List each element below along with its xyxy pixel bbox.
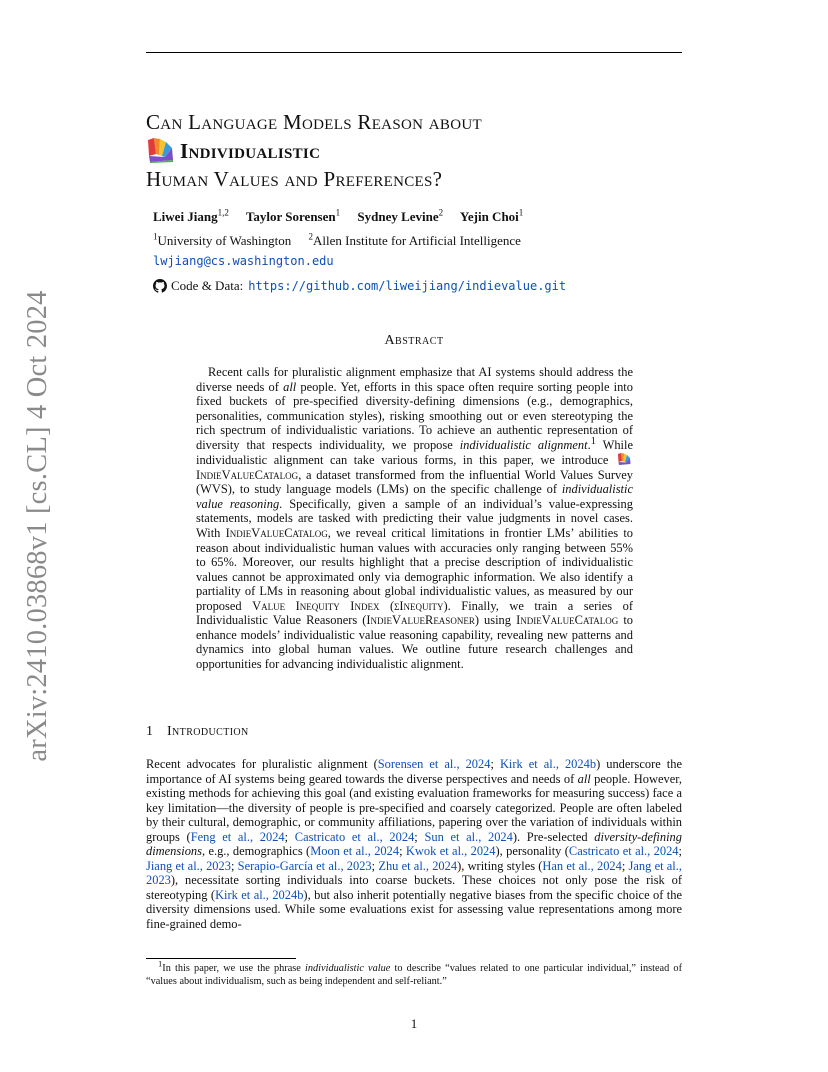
citation-link[interactable]: Castricato et al., 2024 [568,844,679,859]
title-line-2-text: Individualistic [180,139,321,163]
introduction-body [146,757,682,932]
author-email[interactable]: lwjiang@cs.washington.edu [153,254,334,268]
affiliation: $^1$University of Washington [153,231,292,248]
github-icon [153,279,167,293]
section-title: Introduction [167,724,249,739]
arxiv-sidebar [18,290,58,762]
footnote: $^1$In this paper, we use the phrase individualistic value to describe “values related to one particular individual,” instead of “values about individualism, such as being independent and self-reliant.” [146,958,683,987]
header-rule [146,52,682,53]
citation-link[interactable]: Moon et al., 2024 [310,844,400,859]
code-url[interactable]: https://github.com/liweijiang/indievalue.git [248,279,567,293]
indievalue-logo-icon [617,452,631,466]
section-heading [146,724,249,740]
author: Liwei Jiang$^{1,2}$ [153,207,229,224]
author: Sydney Levine$^2$ [357,207,444,224]
arxiv-id[interactable]: arXiv:2410.03868v1 [cs.CL] 4 Oct 2024 [22,290,53,762]
citation-link[interactable]: Jiang et al., 2023 [146,858,231,873]
citation-link[interactable]: Sorensen et al., 2024 [377,757,491,771]
citation-link[interactable]: Han et al., 2024 [542,858,622,873]
title-line-3: Human Values and Preferences? [146,167,443,191]
author: Yejin Choi$^1$ [459,207,524,224]
abstract-heading: Abstract [384,333,444,348]
paper-title [146,108,706,193]
section-number: 1 [146,724,153,739]
abstract-body [196,365,633,671]
author-list [153,209,537,225]
citation-link[interactable]: Kirk et al., 2024b [499,757,597,771]
citation-link[interactable]: Serapio-García et al., 2023 [237,858,372,873]
footnote-mark: 1 [158,958,163,969]
abstract-paragraph: Recent calls for pluralistic alignment emphasize that AI systems should address the diverse needs of all people. Yet, efforts in this space often require sorting people into fixed buckets of pre-specified diversity-defining dimensions (e.g., demographics, personalities, communication styles), risking smoothing out or even stereotyping the rich spectrum of individualistic variations. To achieve an authentic representation of diversity that respects individuality, we propose individualistic alignment.$^1$ While individualistic alignment can take various forms, in this paper, we introduce IndieValueCatalog, a dataset transformed from the influential World Values Survey (WVS), to study language models (LMs) on the specific challenge of individualistic value reasoning. Specifically, given a sample of an individual’s value-expressing statements, models are tasked with predicting their value judgments in novel cases. With IndieValueCatalog, we reveal critical limitations in frontier LMs’ abilities to reason about individualistic human values with accuracies only ranging between 55% to 65%. Moreover, our results highlight that a precise description of individualistic values cannot be approximated only via demographic information. We also identify a partiality of LMs in reasoning about global individualistic values, as measured by our proposed Value Inequity Index (σInequity). Finally, we train a series of Individualistic Value Reasoners (IndieValueReasoner) using IndieValueCatalog to enhance models’ individualistic value reasoning capability, revealing new patterns and dynamics into global human values. We outline future research challenges and opportunities for advancing individualistic alignment. [196,365,633,671]
citation-link[interactable]: Castricato et al., 2024 [294,829,415,844]
citation-link[interactable]: Zhu et al., 2024 [378,858,458,873]
indievalue-logo-icon [146,136,174,164]
affiliation: $^2$Allen Institute for Artificial Intelligence [308,231,521,248]
citation-link[interactable]: Kwok et al., 2024 [405,844,496,859]
title-line-1: Can Language Models Reason about [146,110,482,134]
author: Taylor Sorensen$^1$ [245,207,341,224]
citation-link[interactable]: Feng et al., 2024 [190,829,285,844]
affiliations [153,233,521,249]
footnote-rule [146,958,296,959]
code-data-link [153,278,566,294]
citation-link[interactable]: Sun et al., 2024 [424,829,513,844]
code-label: Code & Data: [171,278,244,293]
page-number: 1 [410,1016,418,1031]
citation-link[interactable]: Jang et al., 2023 [146,858,682,888]
citation-link[interactable]: Kirk et al., 2024b [215,887,304,902]
title-line-2 [146,136,706,165]
intro-paragraph: Recent advocates for pluralistic alignment (Sorensen et al., 2024; Kirk et al., 2024b) underscore the importance of AI systems being geared towards the diverse perspectives and needs of all people. However, existing methods for achieving this goal (and existing evaluation frameworks for measuring success) face a key limitation—the diversity of people is pre-specified and coarsely categorized. People are often labeled by their cultural, demographic, or community affiliations, papering over the variation of individuals within groups (Feng et al., 2024; Castricato et al., 2024; Sun et al., 2024). Pre-selected diversity-defining dimensions, e.g., demographics (Moon et al., 2024; Kwok et al., 2024), personality (Castricato et al., 2024; Jiang et al., 2023; Serapio-García et al., 2023; Zhu et al., 2024), writing styles (Han et al., 2024; Jang et al., 2023), necessitate sorting individuals into coarse buckets. These choices not only pose the risk of stereotyping (Kirk et al., 2024b), but also inherit potentially negative biases from the specific choice of the diversity dimensions used. While some evaluations exist for assessing value representations among more fine-grained demo- [146,757,683,932]
